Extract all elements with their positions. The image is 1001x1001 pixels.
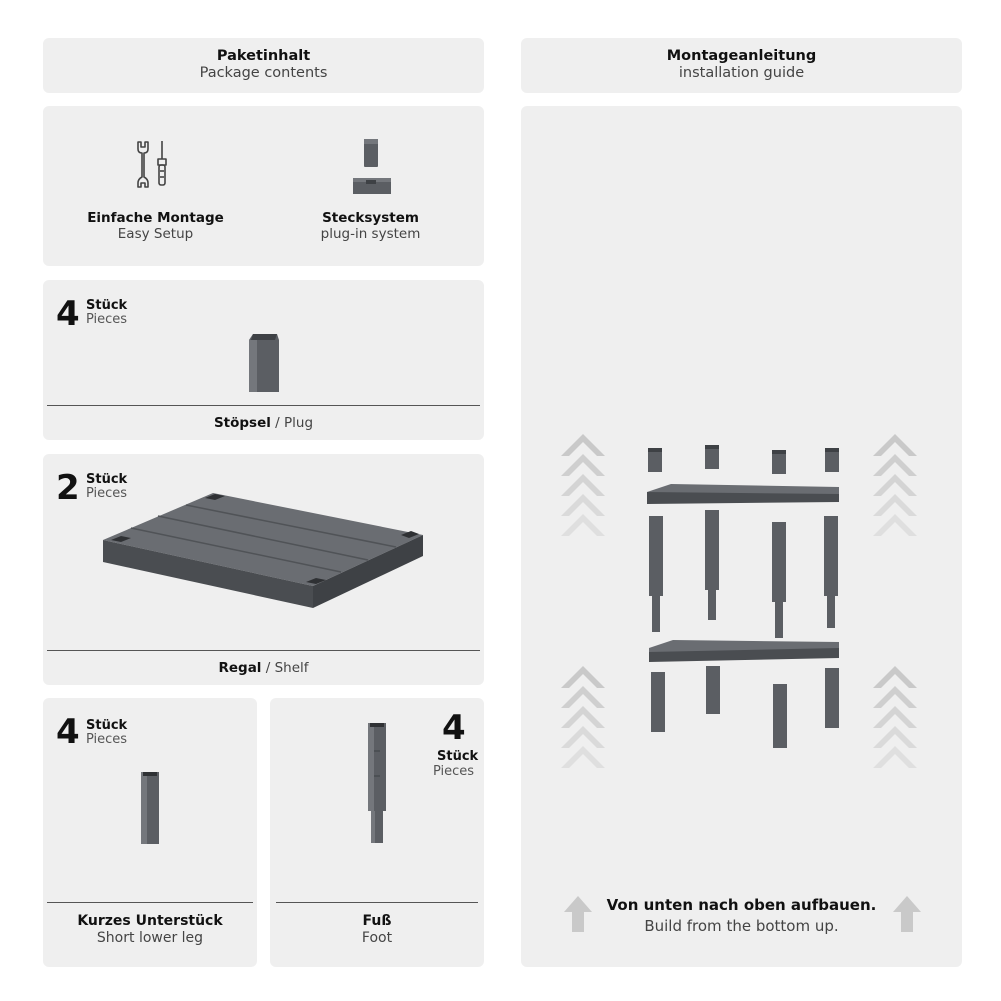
shelf-image — [101, 490, 426, 610]
short-leg-name-en: Short lower leg — [96, 930, 204, 946]
plug-caption — [43, 415, 484, 431]
chevron-arrows-left-bottom — [561, 666, 605, 776]
chevron-arrows-left-top — [561, 434, 605, 544]
short-leg-unit-de: Stück — [86, 718, 128, 733]
foot-name-de: Fuß — [362, 913, 392, 929]
assembly-diagram — [643, 442, 843, 752]
feature-plug-in-label-en: plug-in system — [320, 226, 421, 242]
chevron-arrows-right-bottom — [873, 666, 917, 776]
shelf-unit-de: Stück — [86, 472, 128, 487]
plug-unit-de: Stück — [86, 298, 128, 313]
short-leg-name-de: Kurzes Unterstück — [77, 913, 223, 929]
feature-easy-setup-label-de: Einfache Montage — [87, 210, 224, 226]
shelf-unit-en: Pieces — [86, 486, 128, 501]
plug-name-de: Stöpsel — [213, 415, 271, 431]
foot-image — [366, 721, 388, 845]
plug-name-en: Plug — [284, 415, 314, 431]
shelf-name-en: Shelf — [274, 660, 309, 676]
short-leg-unit-en: Pieces — [86, 732, 128, 747]
guide-instruction-de: Von unten nach oben aufbauen. — [606, 896, 877, 914]
plug-in-icon — [352, 138, 392, 196]
chevron-arrows-right-top — [873, 434, 917, 544]
features-panel — [43, 106, 484, 266]
feature-plug-in-label-de: Stecksystem — [322, 210, 419, 226]
installation-guide-header — [521, 38, 962, 93]
tools-icon — [135, 139, 171, 189]
package-contents-subtitle: Package contents — [199, 65, 328, 81]
foot-unit-en: Pieces — [433, 764, 475, 779]
shelf-count: 2 — [56, 468, 80, 508]
foot-panel — [270, 698, 484, 967]
installation-guide-panel — [521, 106, 962, 967]
shelf-name-de: Regal — [218, 660, 262, 676]
foot-divider — [276, 902, 478, 903]
package-contents-header — [43, 38, 484, 93]
package-contents-title: Paketinhalt — [216, 48, 311, 64]
plug-unit-en: Pieces — [86, 312, 128, 327]
installation-guide-subtitle: installation guide — [678, 65, 805, 81]
foot-name-en: Foot — [361, 930, 393, 946]
short-leg-panel — [43, 698, 257, 967]
plug-divider — [47, 405, 480, 406]
short-leg-divider — [47, 902, 253, 903]
foot-unit-de: Stück — [437, 749, 479, 764]
plug-count: 4 — [56, 294, 80, 334]
feature-easy-setup-label-en: Easy Setup — [117, 226, 194, 242]
installation-guide-title: Montageanleitung — [666, 48, 817, 64]
shelf-caption-separator: / — [261, 660, 275, 676]
shelf-divider — [47, 650, 480, 651]
short-leg-count: 4 — [56, 712, 80, 752]
shelf-caption — [43, 660, 484, 676]
foot-count: 4 — [442, 708, 466, 748]
shelf-panel — [43, 454, 484, 685]
guide-instruction-en: Build from the bottom up. — [644, 917, 839, 935]
short-leg-image — [139, 770, 161, 846]
plug-image — [247, 332, 281, 394]
plug-panel — [43, 280, 484, 440]
plug-caption-separator: / — [270, 415, 285, 431]
